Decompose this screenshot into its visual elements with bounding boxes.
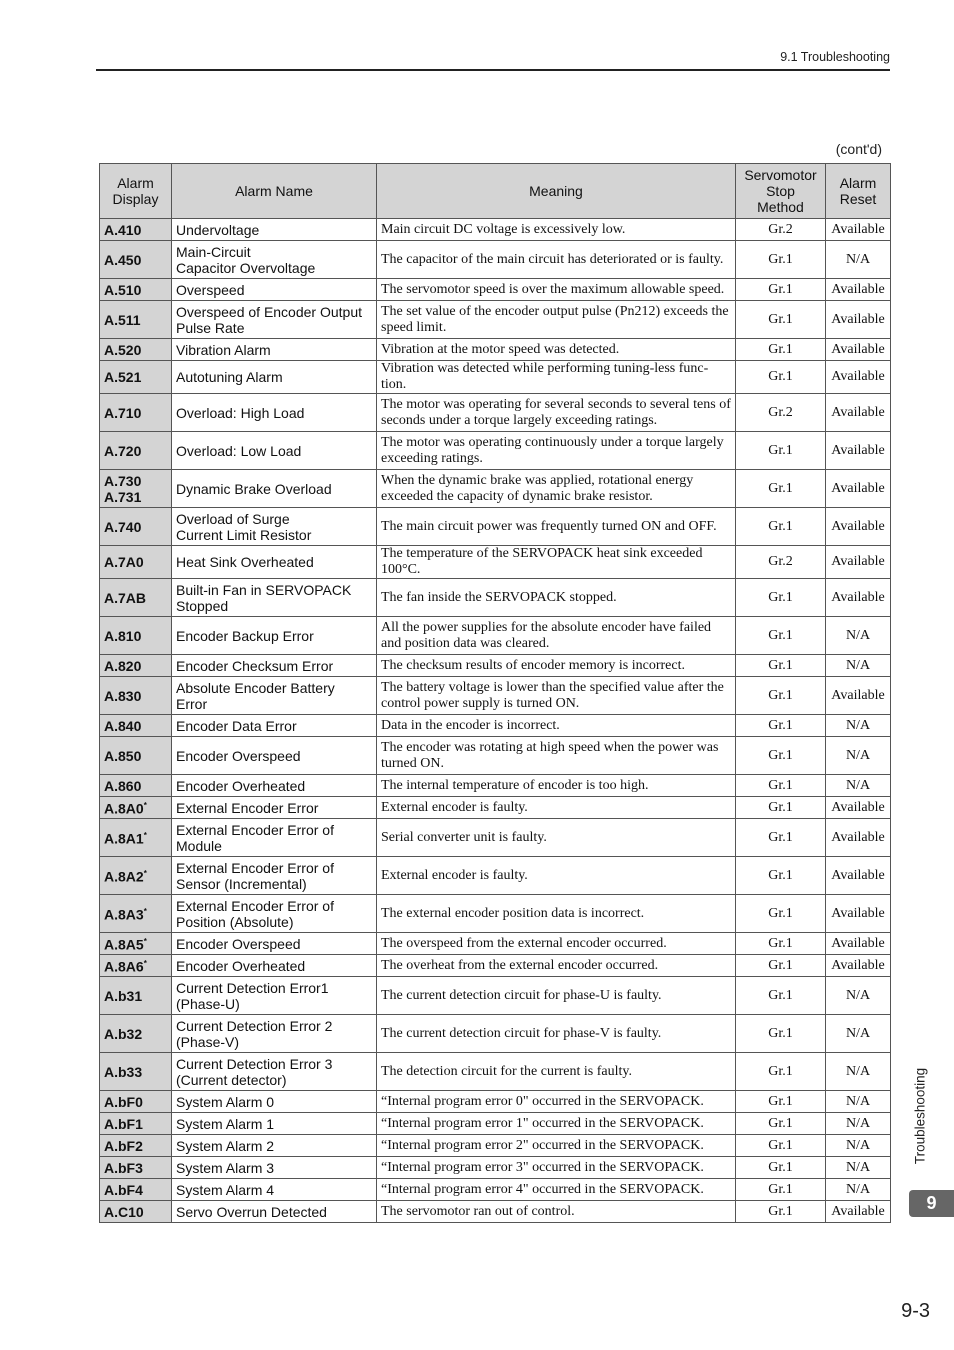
alarm-code: A.830: [104, 687, 142, 704]
alarm-code-cell: [100, 933, 172, 955]
alarm-table-body: [100, 219, 891, 1223]
alarm-code: A.710: [104, 404, 142, 421]
alarm-reset-cell: Available: [826, 339, 891, 361]
table-row: [100, 715, 891, 737]
alarm-name-cell: System Alarm 1: [172, 1113, 377, 1135]
meaning-cell: The capacitor of the main circuit has deteriorated or is faulty.: [377, 241, 736, 279]
alarm-code-cell: [100, 470, 172, 508]
alarm-code-cell: [100, 219, 172, 241]
alarm-reset-cell: Available: [826, 955, 891, 977]
header-meaning: Meaning: [377, 164, 736, 219]
alarm-code-cell: [100, 737, 172, 775]
stop-method-cell: Gr.1: [736, 432, 826, 470]
meaning-cell: The internal temperature of encoder is too high.: [377, 775, 736, 797]
table-row: [100, 579, 891, 617]
alarm-name-cell: External Encoder Error of Module: [172, 819, 377, 857]
alarm-name-cell: Vibration Alarm: [172, 339, 377, 361]
alarm-code: A.bF1: [104, 1115, 143, 1132]
alarm-code-cell: [100, 977, 172, 1015]
alarm-code: A.8A5: [104, 936, 144, 953]
table-row: [100, 361, 891, 394]
alarm-code: A.C10: [104, 1203, 144, 1220]
table-row: [100, 1053, 891, 1091]
alarm-code-cell: [100, 1157, 172, 1179]
alarm-code-cell: [100, 432, 172, 470]
table-row: [100, 301, 891, 339]
alarm-reset-cell: N/A: [826, 1091, 891, 1113]
page-number: 9-3: [901, 1300, 930, 1322]
alarm-code: A.520: [104, 341, 142, 358]
stop-method-cell: Gr.1: [736, 797, 826, 819]
stop-method-cell: Gr.1: [736, 1179, 826, 1201]
meaning-cell: The battery voltage is lower than the specified value after the control power supply is turned ON.: [377, 677, 736, 715]
stop-method-cell: Gr.1: [736, 1201, 826, 1223]
alarm-code-cell: [100, 1201, 172, 1223]
alarm-code-cell: [100, 279, 172, 301]
footnote-marker: *: [143, 907, 147, 917]
table-row: [100, 857, 891, 895]
alarm-name-cell: Undervoltage: [172, 219, 377, 241]
alarm-code-cell: [100, 819, 172, 857]
meaning-cell: The servomotor ran out of control.: [377, 1201, 736, 1223]
alarm-code-cell: [100, 1053, 172, 1091]
side-section-label: [906, 1066, 934, 1166]
alarm-reset-cell: N/A: [826, 1015, 891, 1053]
alarm-name-cell: Overload: Low Load: [172, 432, 377, 470]
alarm-code: A.850: [104, 747, 142, 764]
alarm-code: A.740: [104, 518, 142, 535]
footnote-marker: *: [143, 959, 147, 969]
table-row: [100, 339, 891, 361]
alarm-reset-cell: N/A: [826, 241, 891, 279]
stop-method-cell: Gr.1: [736, 361, 826, 394]
alarm-name-cell: Current Detection Error 3 (Current detector): [172, 1053, 377, 1091]
alarm-code: A.8A2: [104, 868, 144, 885]
alarm-name-cell: Servo Overrun Detected: [172, 1201, 377, 1223]
header-rule: [96, 69, 890, 71]
table-row: [100, 655, 891, 677]
stop-method-cell: Gr.1: [736, 819, 826, 857]
alarm-code-cell: [100, 1113, 172, 1135]
alarm-code-cell: [100, 677, 172, 715]
alarm-name-cell: Overspeed of Encoder Output Pulse Rate: [172, 301, 377, 339]
stop-method-cell: Gr.1: [736, 1091, 826, 1113]
alarm-reset-cell: Available: [826, 895, 891, 933]
alarm-code: A.731: [104, 488, 142, 505]
table-row: [100, 1179, 891, 1201]
meaning-cell: The checksum results of encoder memory is incorrect.: [377, 655, 736, 677]
stop-method-cell: Gr.1: [736, 933, 826, 955]
stop-method-cell: Gr.1: [736, 977, 826, 1015]
alarm-code: A.8A1: [104, 830, 144, 847]
header-alarm-display: Alarm Display: [100, 164, 172, 219]
alarm-code-cell: [100, 797, 172, 819]
alarm-code: A.511: [104, 311, 141, 328]
table-row: [100, 219, 891, 241]
stop-method-cell: Gr.1: [736, 1135, 826, 1157]
alarm-name-cell: Encoder Overspeed: [172, 737, 377, 775]
stop-method-cell: Gr.1: [736, 677, 826, 715]
alarm-reset-cell: Available: [826, 797, 891, 819]
table-row: [100, 546, 891, 579]
meaning-cell: “Internal program error 0" occurred in the SERVOPACK.: [377, 1091, 736, 1113]
alarm-reset-cell: Available: [826, 677, 891, 715]
alarm-code: A.810: [104, 627, 142, 644]
alarm-name-cell: Built-in Fan in SERVOPACK Stopped: [172, 579, 377, 617]
table-row: [100, 394, 891, 432]
alarm-code-cell: [100, 715, 172, 737]
alarm-name-cell: Encoder Overheated: [172, 955, 377, 977]
alarm-reset-cell: N/A: [826, 977, 891, 1015]
alarm-code-cell: [100, 361, 172, 394]
meaning-cell: The temperature of the SERVOPACK heat sink exceeded 100°C.: [377, 546, 736, 579]
alarm-code: A.bF4: [104, 1181, 143, 1198]
stop-method-cell: Gr.2: [736, 394, 826, 432]
header-stop-method: Servomotor Stop Method: [736, 164, 826, 219]
alarm-name-cell: External Encoder Error: [172, 797, 377, 819]
alarm-reset-cell: Available: [826, 301, 891, 339]
alarm-name-cell: Overload of Surge Current Limit Resistor: [172, 508, 377, 546]
meaning-cell: The motor was operating continuously under a torque largely exceeding ratings.: [377, 432, 736, 470]
alarm-reset-cell: N/A: [826, 1113, 891, 1135]
alarm-code: A.510: [104, 281, 142, 298]
alarm-reset-cell: N/A: [826, 775, 891, 797]
alarm-code: A.521: [104, 369, 142, 385]
alarm-code: A.450: [104, 251, 142, 268]
chapter-tab: 9: [909, 1190, 954, 1217]
alarm-code: A.840: [104, 717, 142, 734]
alarm-reset-cell: N/A: [826, 715, 891, 737]
alarm-name-cell: System Alarm 0: [172, 1091, 377, 1113]
alarm-code: A.860: [104, 777, 142, 794]
table-row: [100, 1015, 891, 1053]
meaning-cell: “Internal program error 4" occurred in the SERVOPACK.: [377, 1179, 736, 1201]
meaning-cell: Vibration was detected while performing tuning-less func-tion.: [377, 361, 736, 394]
alarm-reset-cell: Available: [826, 933, 891, 955]
alarm-code-cell: [100, 1091, 172, 1113]
meaning-cell: “Internal program error 3" occurred in the SERVOPACK.: [377, 1157, 736, 1179]
table-row: [100, 677, 891, 715]
alarm-name-cell: Current Detection Error1 (Phase-U): [172, 977, 377, 1015]
alarm-name-cell: System Alarm 3: [172, 1157, 377, 1179]
alarm-code-cell: [100, 339, 172, 361]
alarm-name-cell: Encoder Checksum Error: [172, 655, 377, 677]
stop-method-cell: Gr.1: [736, 955, 826, 977]
alarm-name-cell: Overload: High Load: [172, 394, 377, 432]
meaning-cell: “Internal program error 2" occurred in the SERVOPACK.: [377, 1135, 736, 1157]
meaning-cell: The current detection circuit for phase-U is faulty.: [377, 977, 736, 1015]
stop-method-cell: Gr.1: [736, 895, 826, 933]
table-row: [100, 1135, 891, 1157]
table-row: [100, 895, 891, 933]
alarm-reset-cell: N/A: [826, 1157, 891, 1179]
alarm-reset-cell: Available: [826, 857, 891, 895]
meaning-cell: The detection circuit for the current is faulty.: [377, 1053, 736, 1091]
table-row: [100, 241, 891, 279]
alarm-name-cell: Autotuning Alarm: [172, 361, 377, 394]
alarm-reset-cell: Available: [826, 219, 891, 241]
table-row: [100, 933, 891, 955]
table-row: [100, 1113, 891, 1135]
alarm-code-cell: [100, 955, 172, 977]
alarm-code-cell: [100, 895, 172, 933]
header-alarm-reset: Alarm Reset: [826, 164, 891, 219]
meaning-cell: The current detection circuit for phase-V is faulty.: [377, 1015, 736, 1053]
stop-method-cell: Gr.1: [736, 579, 826, 617]
meaning-cell: All the power supplies for the absolute encoder have failed and position data was cleared.: [377, 617, 736, 655]
alarm-name-cell: Heat Sink Overheated: [172, 546, 377, 579]
stop-method-cell: Gr.1: [736, 1015, 826, 1053]
alarm-code: A.b31: [104, 987, 143, 1004]
meaning-cell: The fan inside the SERVOPACK stopped.: [377, 579, 736, 617]
alarm-code: A.bF0: [104, 1093, 143, 1110]
stop-method-cell: Gr.1: [736, 470, 826, 508]
alarm-reset-cell: N/A: [826, 737, 891, 775]
stop-method-cell: Gr.1: [736, 508, 826, 546]
stop-method-cell: Gr.1: [736, 301, 826, 339]
alarm-reset-cell: Available: [826, 819, 891, 857]
alarm-reset-cell: Available: [826, 470, 891, 508]
alarm-code-cell: [100, 617, 172, 655]
meaning-cell: Serial converter unit is faulty.: [377, 819, 736, 857]
alarm-code-cell: [100, 546, 172, 579]
alarm-reset-cell: N/A: [826, 1179, 891, 1201]
alarm-name-cell: Current Detection Error 2 (Phase-V): [172, 1015, 377, 1053]
table-row: [100, 279, 891, 301]
meaning-cell: The overheat from the external encoder occurred.: [377, 955, 736, 977]
alarm-reset-cell: Available: [826, 432, 891, 470]
meaning-cell: The overspeed from the external encoder occurred.: [377, 933, 736, 955]
alarm-reset-cell: Available: [826, 361, 891, 394]
alarm-code: A.7AB: [104, 589, 147, 606]
footnote-marker: *: [143, 869, 147, 879]
stop-method-cell: Gr.1: [736, 775, 826, 797]
side-section-text: Troubleshooting: [912, 1067, 928, 1165]
alarm-reset-cell: N/A: [826, 655, 891, 677]
stop-method-cell: Gr.2: [736, 546, 826, 579]
stop-method-cell: Gr.1: [736, 617, 826, 655]
meaning-cell: The set value of the encoder output pulse (Pn212) exceeds the speed limit.: [377, 301, 736, 339]
alarm-name-cell: Dynamic Brake Overload: [172, 470, 377, 508]
footnote-marker: *: [143, 801, 147, 811]
stop-method-cell: Gr.1: [736, 1157, 826, 1179]
meaning-cell: Vibration at the motor speed was detected.: [377, 339, 736, 361]
alarm-code: A.8A6: [104, 958, 144, 975]
stop-method-cell: Gr.1: [736, 715, 826, 737]
alarm-name-cell: External Encoder Error of Position (Absolute): [172, 895, 377, 933]
stop-method-cell: Gr.1: [736, 857, 826, 895]
stop-method-cell: Gr.1: [736, 241, 826, 279]
meaning-cell: Data in the encoder is incorrect.: [377, 715, 736, 737]
continued-label: (cont'd): [835, 141, 882, 157]
table-row: [100, 1091, 891, 1113]
alarm-code-cell: [100, 301, 172, 339]
alarm-code-cell: [100, 579, 172, 617]
table-row: [100, 977, 891, 1015]
meaning-cell: The encoder was rotating at high speed when the power was turned ON.: [377, 737, 736, 775]
alarm-code: A.7A0: [104, 554, 144, 570]
table-row: [100, 1157, 891, 1179]
alarm-name-cell: Encoder Overheated: [172, 775, 377, 797]
alarm-code: A.8A0: [104, 800, 144, 817]
alarm-reset-cell: Available: [826, 394, 891, 432]
footnote-marker: *: [143, 831, 147, 841]
alarm-name-cell: System Alarm 2: [172, 1135, 377, 1157]
alarm-code-cell: [100, 775, 172, 797]
footnote-marker: *: [143, 937, 147, 947]
alarm-reset-cell: N/A: [826, 617, 891, 655]
alarm-code-cell: [100, 655, 172, 677]
alarm-code: A.b33: [104, 1063, 143, 1080]
alarm-code: A.410: [104, 221, 142, 238]
meaning-cell: The servomotor speed is over the maximum allowable speed.: [377, 279, 736, 301]
alarm-code-cell: [100, 508, 172, 546]
header-alarm-name: Alarm Name: [172, 164, 377, 219]
table-row: [100, 819, 891, 857]
alarm-code-cell: [100, 1179, 172, 1201]
meaning-cell: The motor was operating for several seconds to several tens of seconds under a torque largely exceeding ratings.: [377, 394, 736, 432]
alarm-code-cell: [100, 857, 172, 895]
meaning-cell: External encoder is faulty.: [377, 797, 736, 819]
table-row: [100, 1201, 891, 1223]
alarm-name-cell: Absolute Encoder Battery Error: [172, 677, 377, 715]
alarm-code-cell: [100, 394, 172, 432]
alarm-code: A.bF3: [104, 1159, 143, 1176]
alarm-name-cell: System Alarm 4: [172, 1179, 377, 1201]
meaning-cell: The main circuit power was frequently turned ON and OFF.: [377, 508, 736, 546]
alarm-name-cell: Encoder Data Error: [172, 715, 377, 737]
alarm-code: A.820: [104, 657, 142, 674]
table-row: [100, 508, 891, 546]
stop-method-cell: Gr.1: [736, 279, 826, 301]
meaning-cell: External encoder is faulty.: [377, 857, 736, 895]
alarm-code-cell: [100, 1015, 172, 1053]
running-header: 9.1 Troubleshooting: [780, 50, 890, 64]
table-header-row: [100, 164, 891, 219]
table-row: [100, 737, 891, 775]
table-row: [100, 955, 891, 977]
table-row: [100, 470, 891, 508]
alarm-code: A.bF2: [104, 1137, 143, 1154]
table-row: [100, 775, 891, 797]
alarm-code: A.8A3: [104, 906, 144, 923]
alarm-code: A.730: [104, 472, 142, 489]
stop-method-cell: Gr.1: [736, 737, 826, 775]
alarm-reset-cell: Available: [826, 546, 891, 579]
alarm-reset-cell: Available: [826, 279, 891, 301]
alarm-reset-cell: Available: [826, 1201, 891, 1223]
meaning-cell: “Internal program error 1" occurred in the SERVOPACK.: [377, 1113, 736, 1135]
alarm-name-cell: Overspeed: [172, 279, 377, 301]
table-row: [100, 797, 891, 819]
alarm-name-cell: External Encoder Error of Sensor (Incremental): [172, 857, 377, 895]
alarm-code: A.720: [104, 442, 142, 459]
meaning-cell: Main circuit DC voltage is excessively low.: [377, 219, 736, 241]
alarm-code-cell: [100, 241, 172, 279]
meaning-cell: The external encoder position data is incorrect.: [377, 895, 736, 933]
alarm-reset-cell: N/A: [826, 1135, 891, 1157]
alarm-reset-cell: N/A: [826, 1053, 891, 1091]
stop-method-cell: Gr.1: [736, 339, 826, 361]
alarm-table: [99, 163, 891, 1223]
meaning-cell: When the dynamic brake was applied, rotational energy exceeded the capacity of dynamic brake resistor.: [377, 470, 736, 508]
alarm-code-cell: [100, 1135, 172, 1157]
alarm-code: A.b32: [104, 1025, 143, 1042]
table-row: [100, 617, 891, 655]
stop-method-cell: Gr.1: [736, 1053, 826, 1091]
alarm-reset-cell: Available: [826, 579, 891, 617]
alarm-name-cell: Encoder Backup Error: [172, 617, 377, 655]
table-row: [100, 432, 891, 470]
stop-method-cell: Gr.1: [736, 1113, 826, 1135]
stop-method-cell: Gr.1: [736, 655, 826, 677]
alarm-name-cell: Main-Circuit Capacitor Overvoltage: [172, 241, 377, 279]
alarm-name-cell: Encoder Overspeed: [172, 933, 377, 955]
stop-method-cell: Gr.2: [736, 219, 826, 241]
alarm-reset-cell: Available: [826, 508, 891, 546]
